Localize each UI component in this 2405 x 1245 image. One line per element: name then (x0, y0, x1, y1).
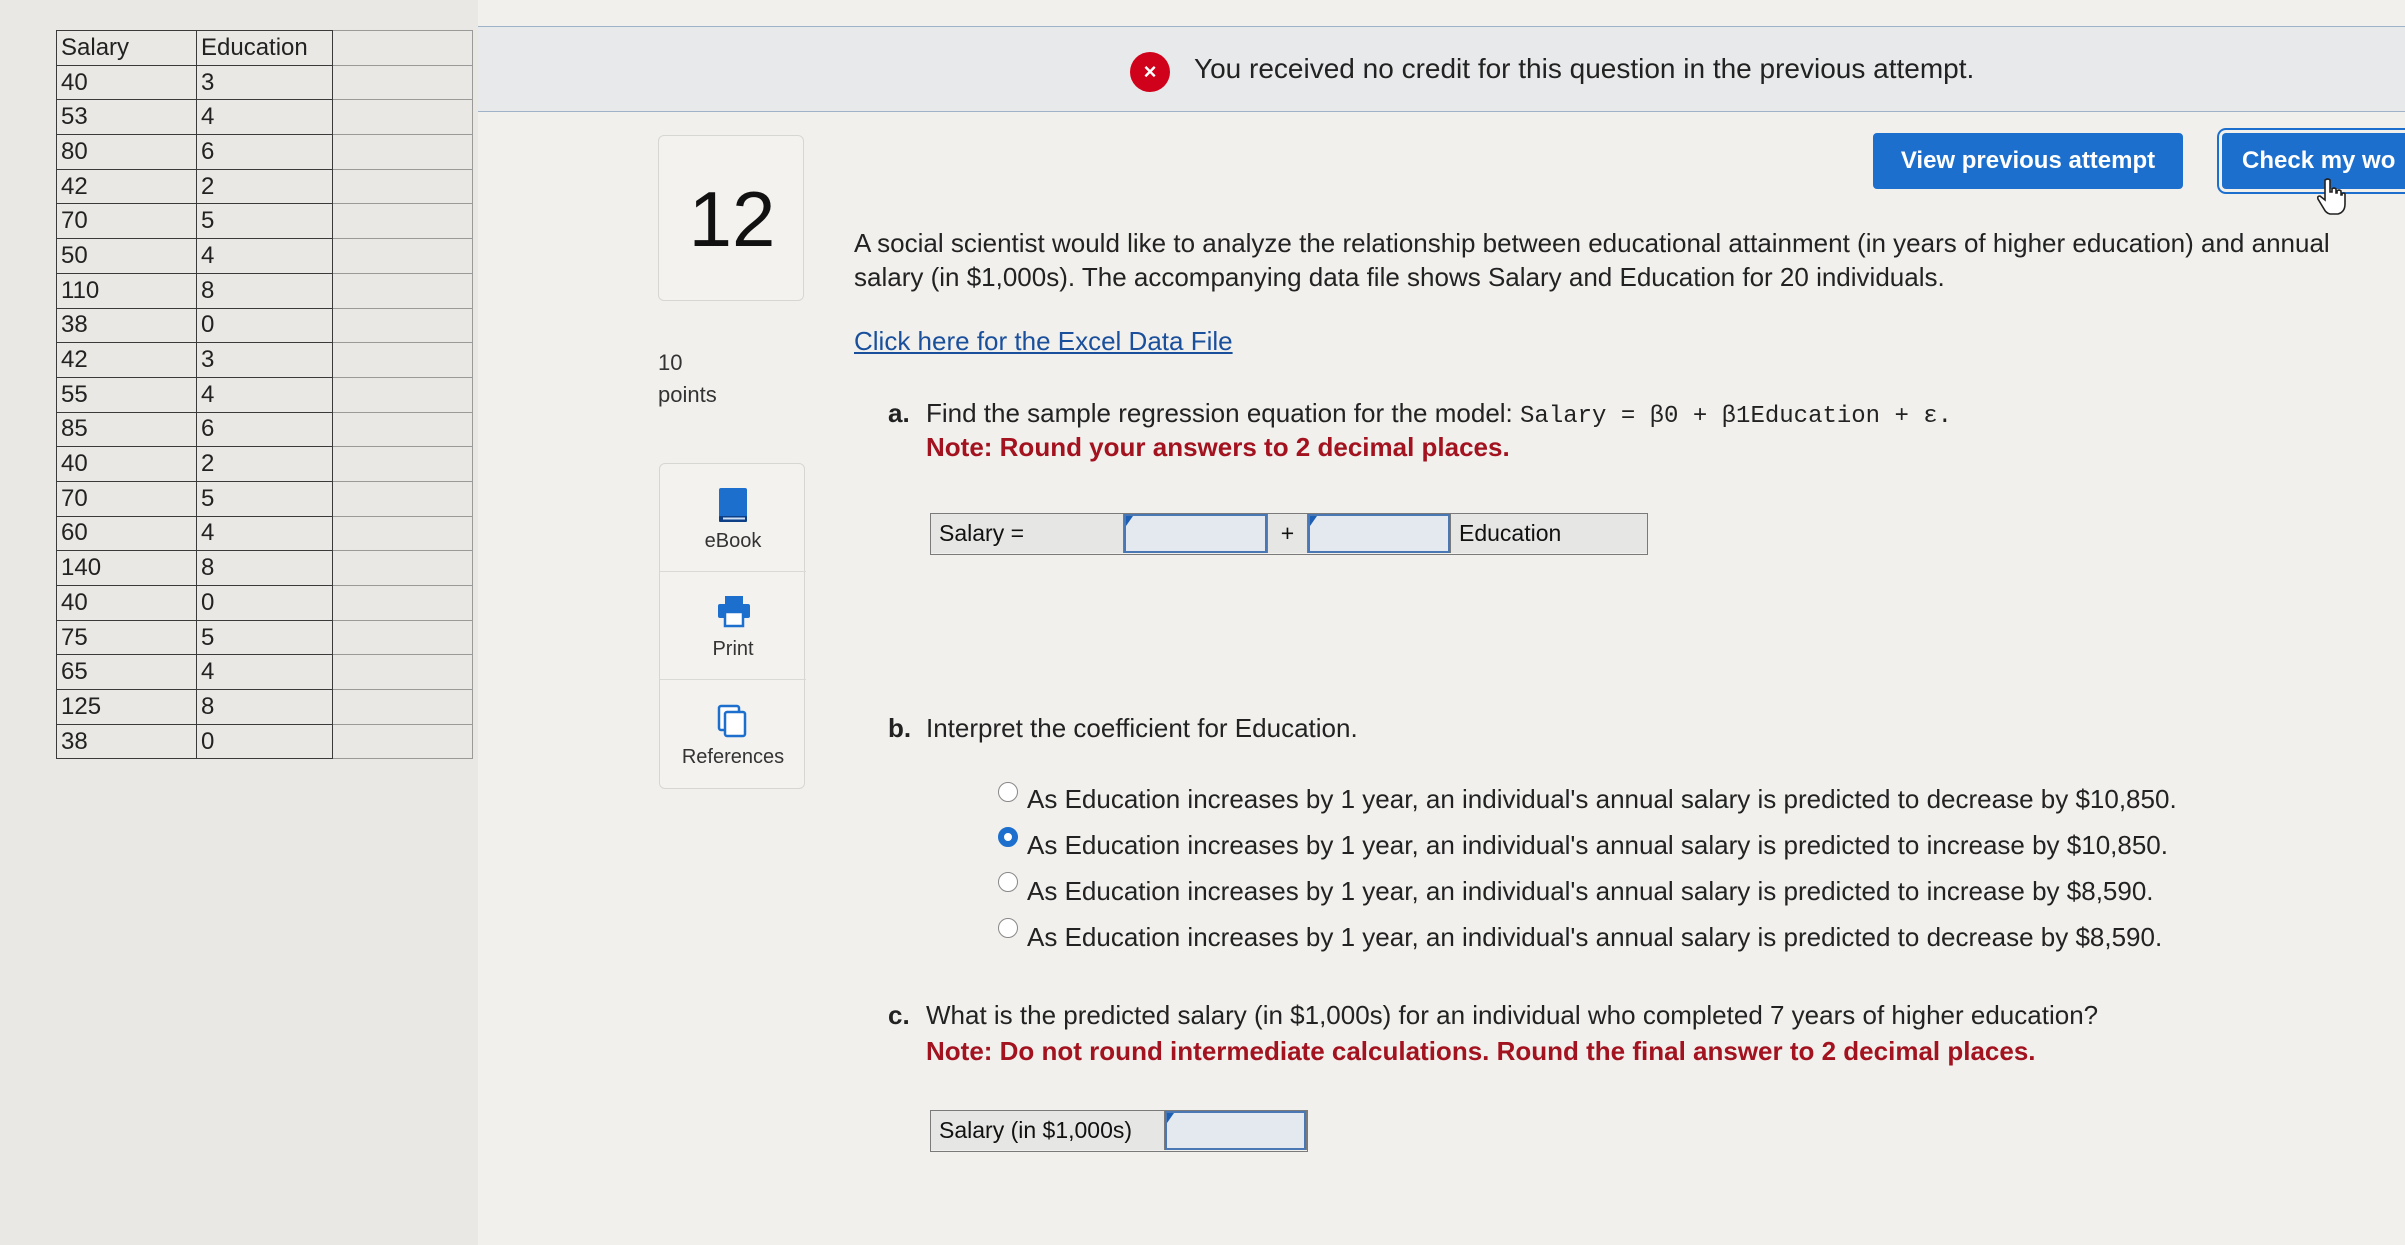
column-header-education[interactable]: Education (197, 31, 333, 66)
table-header-row (57, 31, 473, 66)
education-cell[interactable]: 5 (197, 204, 333, 239)
salary-cell[interactable]: 80 (57, 135, 197, 170)
question-number: 12 (688, 175, 776, 263)
education-cell[interactable]: 4 (197, 655, 333, 690)
part-b-letter: b. (888, 713, 912, 743)
education-cell[interactable]: 2 (197, 447, 333, 482)
column-header-salary[interactable]: Salary (57, 31, 197, 66)
education-cell[interactable]: 5 (197, 620, 333, 655)
part-c-question: What is the predicted salary (in $1,000s) for an individual who completed 7 years of higher education? (926, 1000, 2099, 1030)
regression-equation-row (930, 513, 1648, 555)
table-row (57, 551, 473, 586)
ebook-label: eBook (704, 530, 762, 552)
print-label: Print (712, 638, 754, 660)
salary-cell[interactable]: 40 (57, 65, 197, 100)
salary-cell[interactable]: 42 (57, 169, 197, 204)
empty-cell[interactable] (333, 586, 473, 621)
part-b-question: Interpret the coefficient for Education. (926, 713, 1358, 743)
table-row (57, 516, 473, 551)
salary-cell[interactable]: 40 (57, 447, 197, 482)
banner-message: You received no credit for this question in the previous attempt. (1194, 53, 1975, 84)
table-row (57, 204, 473, 239)
salary-cell[interactable]: 50 (57, 239, 197, 274)
salary-cell[interactable]: 38 (57, 724, 197, 759)
empty-cell[interactable] (333, 135, 473, 170)
option-2-text[interactable]: As Education increases by 1 year, an individual's annual salary is predicted to increase by $10,850. (1027, 830, 2168, 860)
education-cell[interactable]: 8 (197, 690, 333, 725)
radio-option-4[interactable] (998, 918, 1018, 938)
references-label: References (681, 746, 785, 768)
table-row (57, 447, 473, 482)
empty-cell[interactable] (333, 724, 473, 759)
empty-cell[interactable] (333, 204, 473, 239)
view-previous-attempt-button[interactable]: View previous attempt (1873, 133, 2183, 189)
table-row (57, 412, 473, 447)
salary-cell[interactable]: 85 (57, 412, 197, 447)
predicted-salary-row (930, 1110, 1308, 1152)
education-cell[interactable]: 4 (197, 516, 333, 551)
empty-cell[interactable] (333, 690, 473, 725)
error-x-icon: × (1130, 52, 1170, 92)
education-cell[interactable]: 4 (197, 377, 333, 412)
empty-cell[interactable] (333, 481, 473, 516)
references-icon (715, 702, 751, 740)
option-3-text[interactable]: As Education increases by 1 year, an individual's annual salary is predicted to increase by $8,590. (1027, 876, 2154, 906)
points-value: 10 (658, 350, 683, 375)
empty-cell[interactable] (333, 377, 473, 412)
intercept-input[interactable] (1124, 514, 1268, 553)
option-4-text[interactable]: As Education increases by 1 year, an individual's annual salary is predicted to decrease by $8,590. (1027, 922, 2163, 952)
question-panel (478, 0, 2405, 1245)
part-a-text: Find the sample regression equation for the model: (926, 398, 1521, 428)
salary-cell[interactable]: 70 (57, 204, 197, 239)
table-row (57, 377, 473, 412)
salary-cell[interactable]: 125 (57, 690, 197, 725)
part-c-letter: c. (888, 1000, 910, 1030)
education-cell[interactable]: 6 (197, 135, 333, 170)
empty-cell[interactable] (333, 343, 473, 378)
empty-cell[interactable] (333, 169, 473, 204)
education-cell[interactable]: 3 (197, 343, 333, 378)
table-row (57, 273, 473, 308)
education-cell[interactable]: 3 (197, 65, 333, 100)
predicted-salary-input[interactable] (1165, 1111, 1307, 1150)
education-label: Education (1451, 514, 1647, 553)
salary-equals-label: Salary = (931, 514, 1124, 553)
ebook-button[interactable] (660, 464, 806, 572)
printer-icon (715, 594, 753, 630)
salary-cell[interactable]: 42 (57, 343, 197, 378)
education-cell[interactable]: 0 (197, 586, 333, 621)
question-number-box (658, 135, 804, 301)
part-a-question (926, 398, 1952, 430)
salary-cell[interactable]: 55 (57, 377, 197, 412)
empty-cell[interactable] (333, 239, 473, 274)
empty-cell[interactable] (333, 308, 473, 343)
table-row (57, 169, 473, 204)
education-cell[interactable]: 2 (197, 169, 333, 204)
table-row (57, 481, 473, 516)
salary-cell[interactable]: 65 (57, 655, 197, 690)
salary-cell[interactable]: 40 (57, 586, 197, 621)
salary-cell[interactable]: 38 (57, 308, 197, 343)
education-cell[interactable]: 0 (197, 724, 333, 759)
table-row (57, 308, 473, 343)
table-row (57, 655, 473, 690)
salary-cell[interactable]: 75 (57, 620, 197, 655)
part-a-letter: a. (888, 398, 910, 428)
part-a-note: Note: Round your answers to 2 decimal places. (926, 432, 1510, 462)
empty-cell[interactable] (333, 273, 473, 308)
education-cell[interactable]: 8 (197, 551, 333, 586)
education-cell[interactable]: 8 (197, 273, 333, 308)
salary-cell[interactable]: 140 (57, 551, 197, 586)
empty-cell[interactable] (333, 516, 473, 551)
table-row (57, 620, 473, 655)
empty-cell[interactable] (333, 65, 473, 100)
empty-cell[interactable] (333, 551, 473, 586)
education-cell[interactable]: 4 (197, 239, 333, 274)
empty-cell[interactable] (333, 447, 473, 482)
excel-data-file-link[interactable]: Click here for the Excel Data File (854, 326, 1233, 356)
hand-cursor-icon (2316, 178, 2346, 216)
references-button[interactable] (660, 680, 806, 788)
regression-model: Salary = β0 + β1Education + ε. (1520, 403, 1953, 430)
education-cell[interactable]: 6 (197, 412, 333, 447)
slope-input[interactable] (1308, 514, 1451, 553)
book-icon (715, 486, 751, 526)
table-row (57, 690, 473, 725)
table-row (57, 239, 473, 274)
data-table (56, 30, 473, 759)
empty-cell[interactable] (333, 100, 473, 135)
table-row (57, 724, 473, 759)
salary-cell[interactable]: 70 (57, 481, 197, 516)
education-cell[interactable]: 4 (197, 100, 333, 135)
salary-cell[interactable]: 110 (57, 273, 197, 308)
predicted-salary-label: Salary (in $1,000s) (931, 1111, 1165, 1150)
radio-option-2[interactable] (998, 827, 1018, 847)
salary-cell[interactable]: 53 (57, 100, 197, 135)
check-my-work-button[interactable]: Check my wo (2222, 133, 2405, 189)
table-row (57, 343, 473, 378)
education-cell[interactable]: 5 (197, 481, 333, 516)
empty-cell[interactable] (333, 655, 473, 690)
empty-cell[interactable] (333, 31, 473, 66)
table-row (57, 586, 473, 621)
empty-cell[interactable] (333, 412, 473, 447)
table-row (57, 100, 473, 135)
table-row (57, 65, 473, 100)
empty-cell[interactable] (333, 620, 473, 655)
radio-option-1[interactable] (998, 782, 1018, 802)
question-intro: A social scientist would like to analyze the relationship between educational attainment (in years of higher education) and annual salary (in $1,000s). The accompanying data file shows Salary and Education for 20 individuals. (854, 228, 2330, 292)
tools-panel (659, 463, 805, 789)
data-spreadsheet (0, 0, 478, 1245)
part-c-note: Note: Do not round intermediate calculations. Round the final answer to 2 decimal places. (926, 1036, 2036, 1066)
table-row (57, 135, 473, 170)
option-1-text[interactable]: As Education increases by 1 year, an individual's annual salary is predicted to decrease by $10,850. (1027, 784, 2177, 814)
plus-sign: + (1268, 514, 1308, 553)
salary-cell[interactable]: 60 (57, 516, 197, 551)
radio-option-3[interactable] (998, 872, 1018, 892)
print-button[interactable] (660, 572, 806, 680)
feedback-banner (478, 26, 2405, 112)
education-cell[interactable]: 0 (197, 308, 333, 343)
points-label: points (658, 382, 717, 407)
